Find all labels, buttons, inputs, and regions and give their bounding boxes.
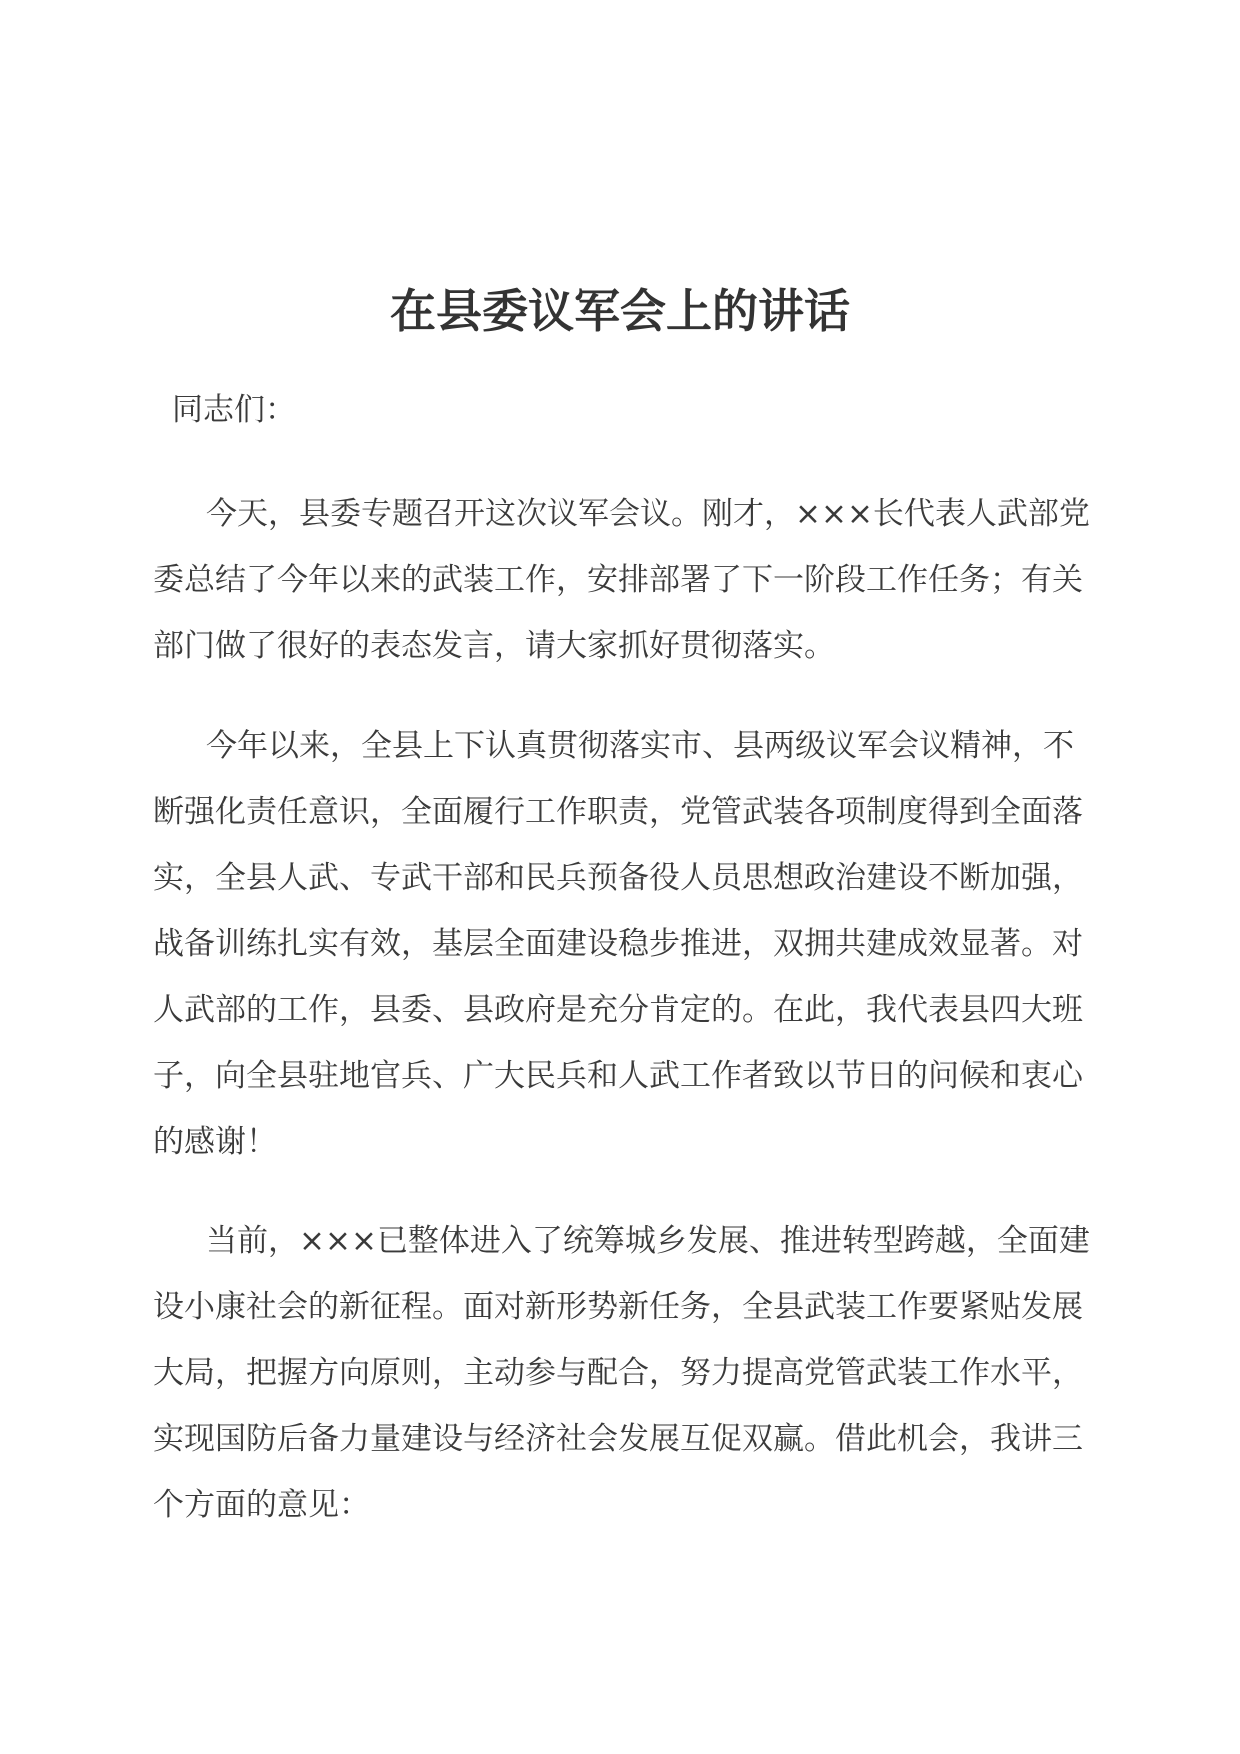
- document-title: 在县委议军会上的讲话: [390, 284, 850, 338]
- paragraph-1: 今天，县委专题召开这次议军会议。刚才，×××长代表人武部党委总结了今年以来的武装工作，安排部署了下一阶段工作任务；有关部门做了很好的表态发言，请大家抓好贯彻落实。: [153, 496, 1090, 664]
- paragraph-2: 今年以来，全县上下认真贯彻落实市、县两级议军会议精神，不断强化责任意识，全面履行工作职责，党管武装各项制度得到全面落实，全县人武、专武干部和民兵预备役人员思想政治建设不断加强，战备训练扎实有效，基层全面建设稳步推进，双拥共建成效显著。对人武部的工作，县委、县政府是充分肯定的。在此，我代表县四大班子，向全县驻地官兵、广大民兵和人武工作者致以节日的问候和衷心的感谢！: [153, 728, 1083, 1160]
- paragraph-3: 当前，×××已整体进入了统筹城乡发展、推进转型跨越，全面建设小康社会的新征程。面对新形势新任务，全县武装工作要紧贴发展大局，把握方向原则，主动参与配合，努力提高党管武装工作水平，实现国防后备力量建设与经济社会发展互促双赢。借此机会，我讲三个方面的意见：: [153, 1223, 1090, 1523]
- salutation: 同志们：: [172, 392, 296, 428]
